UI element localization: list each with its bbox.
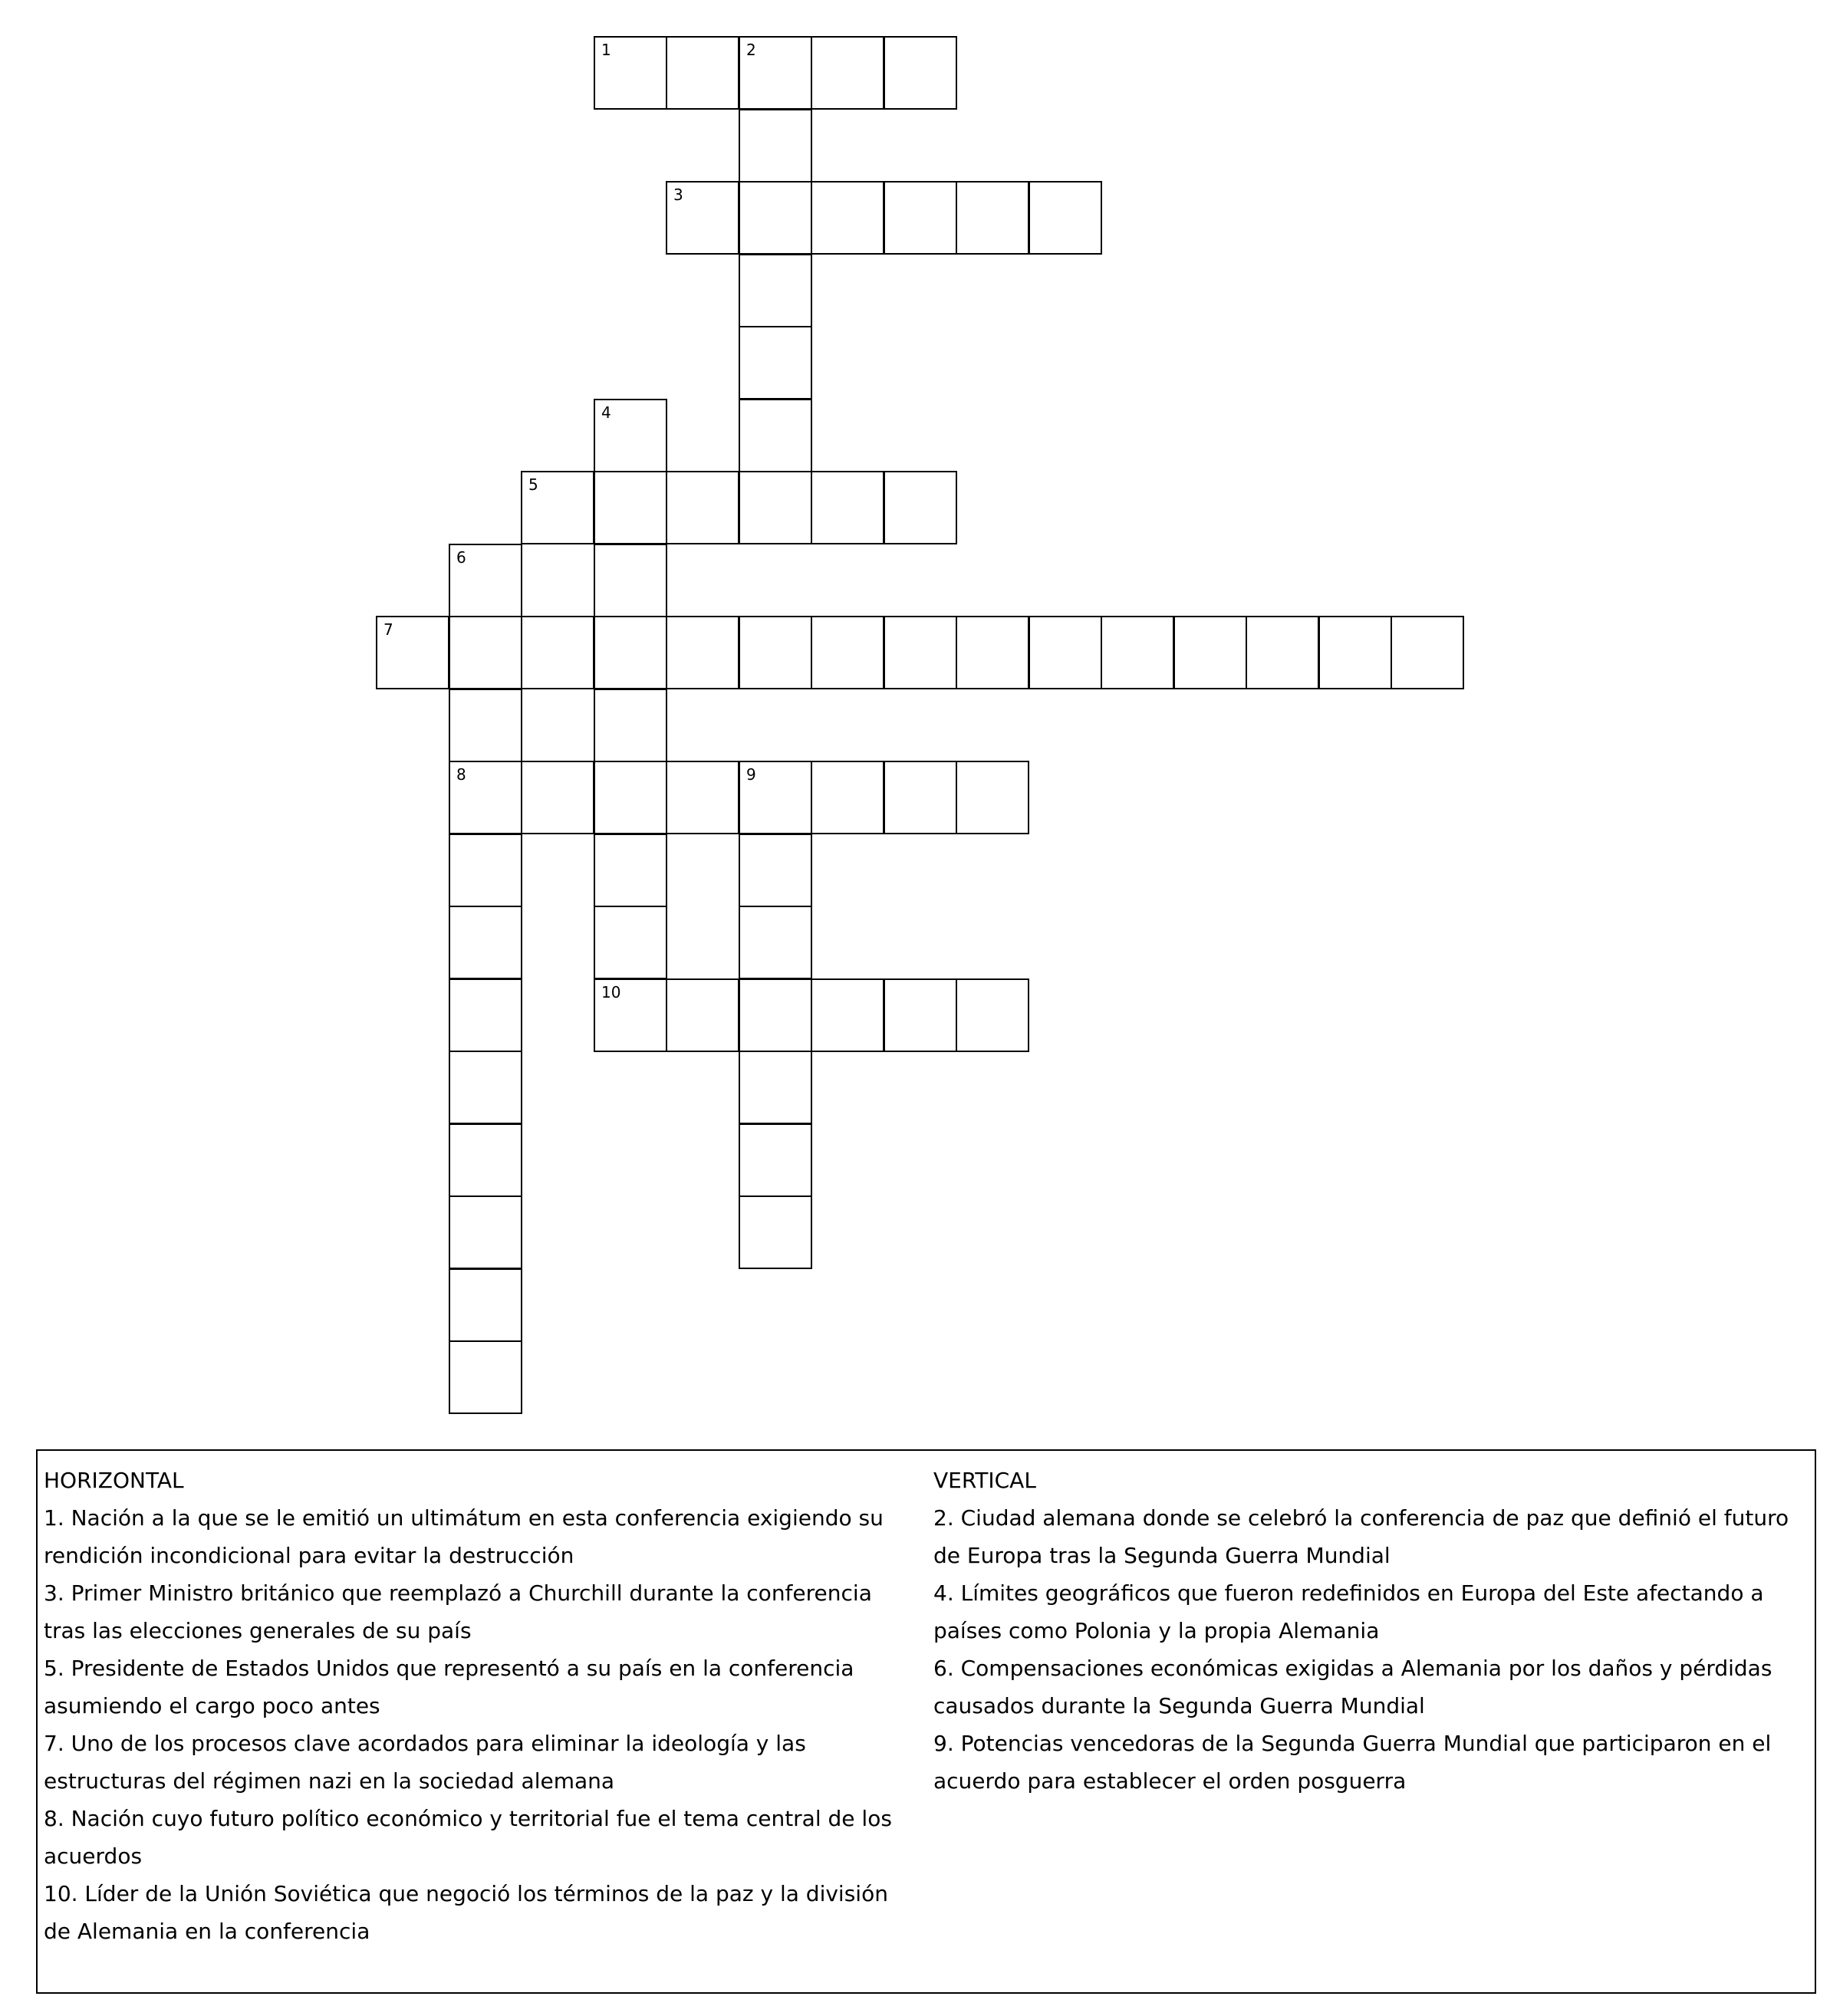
grid-cell[interactable]: [449, 1340, 522, 1414]
grid-cell[interactable]: [739, 254, 812, 327]
clue-number: 5: [528, 475, 538, 494]
grid-cell[interactable]: [811, 616, 884, 689]
clue-across-3: 3. Primer Ministro británico que reemplazó a Churchill durante la conferencia tras las elecciones generales de su país: [44, 1580, 872, 1643]
grid-cell[interactable]: [666, 761, 739, 834]
grid-cell[interactable]: [1391, 616, 1464, 689]
grid-cell[interactable]: [739, 36, 812, 110]
grid-cell[interactable]: [594, 906, 667, 979]
grid-cell[interactable]: [739, 906, 812, 979]
horizontal-heading: HORIZONTAL: [44, 1468, 184, 1493]
grid-cell[interactable]: [521, 761, 594, 834]
clue-number: 8: [456, 765, 466, 784]
clue-down-9: 9. Potencias vencedoras de la Segunda Guerra Mundial que participaron en el acuerdo para establecer el orden posguerra: [933, 1731, 1772, 1794]
grid-cell[interactable]: [956, 761, 1029, 834]
clue-number: 7: [383, 620, 393, 639]
clue-down-6: 6. Compensaciones económicas exigidas a Alemania por los daños y pérdidas causados durante la Segunda Guerra Mundial: [933, 1656, 1772, 1718]
clue-across-8: 8. Nación cuyo futuro político económico y territorial fue el tema central de los acuerdos: [44, 1806, 892, 1869]
grid-cell[interactable]: [594, 36, 667, 110]
grid-cell[interactable]: [594, 761, 667, 834]
grid-cell[interactable]: [449, 1195, 522, 1269]
vertical-clues: [933, 1462, 1808, 1800]
grid-cell[interactable]: [594, 616, 667, 689]
clue-number: 1: [601, 41, 611, 59]
grid-cell[interactable]: [449, 761, 522, 834]
clue-down-4: 4. Límites geográficos que fueron redefinidos en Europa del Este afectando a países como Polonia y la propia Alemania: [933, 1580, 1764, 1643]
grid-cell[interactable]: [884, 471, 957, 544]
grid-cell[interactable]: [811, 761, 884, 834]
grid-cell[interactable]: [594, 978, 667, 1052]
grid-cell[interactable]: [1173, 616, 1247, 689]
clue-number: 2: [746, 41, 756, 59]
clue-number: 6: [456, 548, 466, 567]
grid-cell[interactable]: [449, 616, 522, 689]
vertical-heading: VERTICAL: [933, 1468, 1036, 1493]
grid-cell[interactable]: [811, 978, 884, 1052]
grid-cell[interactable]: [376, 616, 449, 689]
grid-cell[interactable]: [739, 978, 812, 1052]
grid-cell[interactable]: [449, 1268, 522, 1342]
grid-cell[interactable]: [884, 181, 957, 255]
grid-cell[interactable]: [739, 1123, 812, 1197]
grid-cell[interactable]: [739, 471, 812, 544]
grid-cell[interactable]: [449, 834, 522, 907]
grid-cell[interactable]: [739, 399, 812, 472]
grid-cell[interactable]: [449, 1123, 522, 1197]
grid-cell[interactable]: [739, 326, 812, 400]
grid-cell[interactable]: [884, 761, 957, 834]
grid-cell[interactable]: [1101, 616, 1174, 689]
horizontal-clues: [44, 1462, 910, 1950]
clue-down-2: 2. Ciudad alemana donde se celebró la conferencia de paz que definió el futuro de Europa tras la Segunda Guerra Mundial: [933, 1505, 1789, 1568]
clue-across-10: 10. Líder de la Unión Soviética que negoció los términos de la paz y la división de Alemania en la conferencia: [44, 1881, 888, 1944]
grid-cell[interactable]: [666, 471, 739, 544]
grid-cell[interactable]: [521, 616, 594, 689]
grid-cell[interactable]: [594, 689, 667, 762]
grid-cell[interactable]: [666, 616, 739, 689]
clue-number: 9: [746, 765, 756, 784]
grid-cell[interactable]: [956, 616, 1029, 689]
grid-cell[interactable]: [449, 906, 522, 979]
grid-cell[interactable]: [739, 109, 812, 183]
grid-cell[interactable]: [739, 181, 812, 255]
clue-number: 4: [601, 403, 611, 422]
clue-number: 3: [673, 186, 683, 204]
grid-cell[interactable]: [594, 399, 667, 472]
grid-cell[interactable]: [449, 689, 522, 762]
grid-cell[interactable]: [449, 1051, 522, 1124]
grid-cell[interactable]: [1029, 616, 1102, 689]
grid-cell[interactable]: [1029, 181, 1102, 255]
grid-cell[interactable]: [739, 1051, 812, 1124]
grid-cell[interactable]: [594, 834, 667, 907]
grid-cell[interactable]: [739, 834, 812, 907]
grid-cell[interactable]: [811, 471, 884, 544]
grid-cell[interactable]: [811, 181, 884, 255]
grid-cell[interactable]: [666, 181, 739, 255]
clues-panel: [36, 1449, 1816, 1994]
grid-cell[interactable]: [449, 544, 522, 617]
grid-cell[interactable]: [739, 761, 812, 834]
grid-cell[interactable]: [449, 978, 522, 1052]
grid-cell[interactable]: [739, 616, 812, 689]
grid-cell[interactable]: [666, 978, 739, 1052]
clue-across-7: 7. Uno de los procesos clave acordados para eliminar la ideología y las estructuras del régimen nazi en la sociedad alemana: [44, 1731, 806, 1794]
clue-number: 10: [601, 983, 621, 1001]
grid-cell[interactable]: [594, 544, 667, 617]
grid-cell[interactable]: [884, 978, 957, 1052]
grid-cell[interactable]: [956, 978, 1029, 1052]
grid-cell[interactable]: [1246, 616, 1319, 689]
grid-cell[interactable]: [521, 471, 594, 544]
clue-across-1: 1. Nación a la que se le emitió un ultimátum en esta conferencia exigiendo su rendición incondicional para evitar la destrucción: [44, 1505, 884, 1568]
grid-cell[interactable]: [811, 36, 884, 110]
grid-cell[interactable]: [884, 616, 957, 689]
grid-cell[interactable]: [956, 181, 1029, 255]
grid-cell[interactable]: [884, 36, 957, 110]
grid-cell[interactable]: [594, 471, 667, 544]
grid-cell[interactable]: [1318, 616, 1392, 689]
clue-across-5: 5. Presidente de Estados Unidos que representó a su país en la conferencia asumiendo el cargo poco antes: [44, 1656, 854, 1718]
grid-cell[interactable]: [666, 36, 739, 110]
grid-cell[interactable]: [739, 1195, 812, 1269]
